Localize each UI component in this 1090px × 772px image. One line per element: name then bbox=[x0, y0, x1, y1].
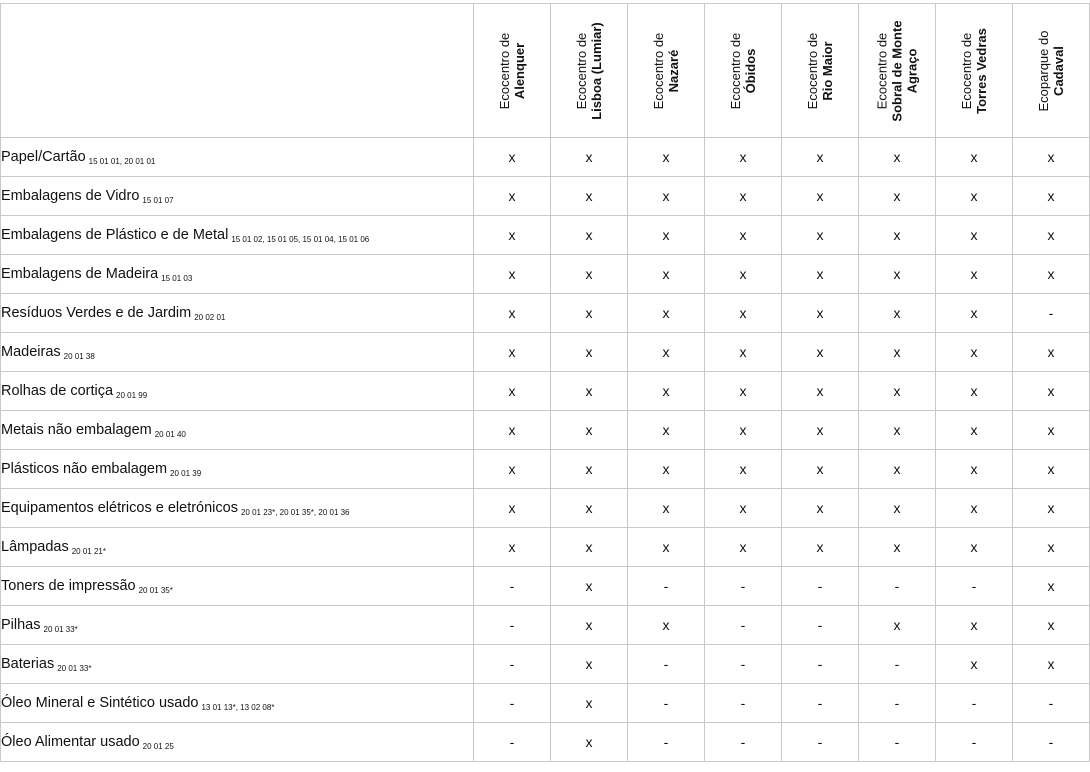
acceptance-mark: - bbox=[628, 723, 705, 762]
acceptance-mark: - bbox=[859, 567, 936, 606]
acceptance-mark: x bbox=[551, 372, 628, 411]
acceptance-mark: x bbox=[936, 177, 1013, 216]
ler-codes: 20 01 99 bbox=[116, 390, 148, 400]
acceptance-mark: x bbox=[628, 138, 705, 177]
acceptance-mark: - bbox=[936, 684, 1013, 723]
acceptance-mark: x bbox=[474, 138, 551, 177]
acceptance-mark: x bbox=[936, 372, 1013, 411]
waste-type-label: Lâmpadas bbox=[1, 538, 69, 555]
ler-codes: 20 01 23*, 20 01 35*, 20 01 36 bbox=[240, 507, 350, 517]
acceptance-mark: x bbox=[1013, 489, 1090, 528]
table-row bbox=[1, 411, 1090, 450]
acceptance-mark: x bbox=[551, 489, 628, 528]
acceptance-mark: x bbox=[628, 294, 705, 333]
acceptance-mark: x bbox=[551, 684, 628, 723]
table-row bbox=[1, 372, 1090, 411]
acceptance-mark: x bbox=[474, 294, 551, 333]
waste-type-cell bbox=[1, 372, 474, 411]
table-row bbox=[1, 450, 1090, 489]
acceptance-mark: x bbox=[628, 216, 705, 255]
acceptance-mark: x bbox=[705, 216, 782, 255]
site-name: Cadaval bbox=[1051, 45, 1066, 96]
ler-codes: 15 01 03 bbox=[161, 273, 193, 283]
site-header bbox=[859, 4, 936, 138]
acceptance-mark: x bbox=[551, 528, 628, 567]
table-row bbox=[1, 723, 1090, 762]
waste-type-label: Papel/Cartão bbox=[1, 148, 86, 165]
table-body bbox=[1, 138, 1090, 762]
ler-codes: 15 01 02, 15 01 05, 15 01 04, 15 01 06 bbox=[231, 234, 370, 244]
acceptance-mark: - bbox=[474, 567, 551, 606]
site-name: Lisboa (Lumiar) bbox=[589, 21, 604, 120]
acceptance-mark: x bbox=[705, 489, 782, 528]
acceptance-mark: x bbox=[782, 294, 859, 333]
waste-type-cell bbox=[1, 138, 474, 177]
acceptance-mark: x bbox=[474, 411, 551, 450]
acceptance-mark: - bbox=[628, 645, 705, 684]
acceptance-mark: x bbox=[1013, 333, 1090, 372]
acceptance-mark: x bbox=[936, 138, 1013, 177]
ler-codes: 13 01 13*, 13 02 08* bbox=[201, 702, 275, 712]
waste-type-label: Embalagens de Madeira bbox=[1, 265, 159, 282]
waste-type-label: Baterias bbox=[1, 655, 55, 672]
table-row bbox=[1, 567, 1090, 606]
acceptance-mark: x bbox=[474, 489, 551, 528]
acceptance-mark: x bbox=[936, 645, 1013, 684]
acceptance-mark: - bbox=[628, 684, 705, 723]
acceptance-mark: x bbox=[782, 489, 859, 528]
waste-acceptance-table bbox=[0, 3, 1090, 762]
acceptance-mark: x bbox=[474, 333, 551, 372]
corner-cell bbox=[1, 4, 474, 138]
waste-type-cell bbox=[1, 528, 474, 567]
acceptance-mark: x bbox=[551, 450, 628, 489]
acceptance-mark: x bbox=[859, 411, 936, 450]
waste-type-label: Pilhas bbox=[1, 616, 41, 633]
table-row bbox=[1, 606, 1090, 645]
ler-codes: 20 01 35* bbox=[138, 585, 173, 595]
acceptance-mark: x bbox=[936, 528, 1013, 567]
acceptance-mark: x bbox=[705, 138, 782, 177]
acceptance-mark: x bbox=[859, 255, 936, 294]
acceptance-mark: x bbox=[782, 450, 859, 489]
waste-type-label: Equipamentos elétricos e eletrónicos bbox=[1, 499, 238, 516]
table-row bbox=[1, 138, 1090, 177]
acceptance-mark: x bbox=[782, 372, 859, 411]
waste-type-label: Plásticos não embalagem bbox=[1, 460, 168, 477]
table-row bbox=[1, 177, 1090, 216]
acceptance-mark: x bbox=[936, 489, 1013, 528]
acceptance-mark: - bbox=[782, 723, 859, 762]
acceptance-mark: x bbox=[859, 333, 936, 372]
acceptance-mark: x bbox=[859, 528, 936, 567]
acceptance-mark: x bbox=[782, 216, 859, 255]
waste-type-label: Toners de impressão bbox=[1, 577, 136, 594]
ler-codes: 15 01 01, 20 01 01 bbox=[88, 156, 156, 166]
acceptance-mark: - bbox=[628, 567, 705, 606]
acceptance-mark: x bbox=[859, 372, 936, 411]
acceptance-mark: - bbox=[782, 567, 859, 606]
header-row bbox=[1, 4, 1090, 138]
table-row bbox=[1, 255, 1090, 294]
waste-type-label: Resíduos Verdes e de Jardim bbox=[1, 304, 192, 321]
acceptance-mark: - bbox=[705, 606, 782, 645]
acceptance-mark: x bbox=[936, 606, 1013, 645]
acceptance-mark: x bbox=[474, 528, 551, 567]
acceptance-mark: x bbox=[936, 216, 1013, 255]
site-prefix: Ecocentro de bbox=[959, 32, 974, 109]
waste-type-label: Óleo Mineral e Sintético usado bbox=[1, 694, 199, 711]
acceptance-mark: x bbox=[936, 294, 1013, 333]
acceptance-mark: x bbox=[705, 333, 782, 372]
acceptance-mark: - bbox=[474, 684, 551, 723]
acceptance-mark: - bbox=[705, 645, 782, 684]
acceptance-mark: x bbox=[628, 255, 705, 294]
acceptance-mark: x bbox=[1013, 567, 1090, 606]
acceptance-mark: - bbox=[705, 567, 782, 606]
site-prefix: Ecocentro de bbox=[805, 32, 820, 109]
table-row bbox=[1, 528, 1090, 567]
waste-type-label: Rolhas de cortiça bbox=[1, 382, 114, 399]
site-prefix: Ecocentro de bbox=[874, 32, 890, 109]
acceptance-mark: x bbox=[782, 255, 859, 294]
acceptance-mark: x bbox=[1013, 606, 1090, 645]
acceptance-mark: x bbox=[551, 255, 628, 294]
acceptance-mark: x bbox=[705, 294, 782, 333]
acceptance-mark: x bbox=[859, 177, 936, 216]
acceptance-mark: x bbox=[936, 333, 1013, 372]
acceptance-mark: x bbox=[705, 411, 782, 450]
acceptance-mark: - bbox=[474, 723, 551, 762]
waste-type-cell bbox=[1, 294, 474, 333]
waste-type-label: Embalagens de Vidro bbox=[1, 187, 140, 204]
table-row bbox=[1, 333, 1090, 372]
ler-codes: 20 01 39 bbox=[170, 468, 202, 478]
site-name: Sobral de Monte Agraço bbox=[889, 19, 920, 122]
acceptance-mark: x bbox=[1013, 645, 1090, 684]
acceptance-mark: x bbox=[474, 450, 551, 489]
acceptance-mark: x bbox=[628, 411, 705, 450]
acceptance-mark: - bbox=[859, 645, 936, 684]
acceptance-mark: - bbox=[705, 723, 782, 762]
site-prefix: Ecocentro de bbox=[574, 32, 589, 109]
acceptance-mark: x bbox=[936, 450, 1013, 489]
acceptance-mark: x bbox=[551, 411, 628, 450]
acceptance-mark: x bbox=[782, 138, 859, 177]
site-header bbox=[551, 4, 628, 138]
acceptance-mark: x bbox=[628, 333, 705, 372]
site-name: Rio Maior bbox=[820, 40, 835, 101]
acceptance-mark: x bbox=[551, 138, 628, 177]
acceptance-mark: x bbox=[628, 177, 705, 216]
acceptance-mark: x bbox=[705, 255, 782, 294]
waste-type-label: Metais não embalagem bbox=[1, 421, 152, 438]
waste-type-label: Embalagens de Plástico e de Metal bbox=[1, 226, 229, 243]
acceptance-mark: x bbox=[782, 333, 859, 372]
ler-codes: 15 01 07 bbox=[142, 195, 174, 205]
site-prefix: Ecoparque do bbox=[1036, 30, 1051, 111]
acceptance-mark: x bbox=[551, 645, 628, 684]
waste-type-cell bbox=[1, 255, 474, 294]
acceptance-mark: x bbox=[859, 489, 936, 528]
ler-codes: 20 02 01 bbox=[194, 312, 226, 322]
waste-type-cell bbox=[1, 216, 474, 255]
acceptance-mark: x bbox=[551, 606, 628, 645]
acceptance-mark: - bbox=[1013, 684, 1090, 723]
site-header bbox=[628, 4, 705, 138]
acceptance-mark: x bbox=[1013, 528, 1090, 567]
acceptance-mark: x bbox=[782, 528, 859, 567]
acceptance-mark: - bbox=[936, 567, 1013, 606]
acceptance-mark: x bbox=[628, 528, 705, 567]
site-header bbox=[1013, 4, 1090, 138]
acceptance-mark: - bbox=[936, 723, 1013, 762]
acceptance-mark: x bbox=[782, 411, 859, 450]
acceptance-mark: x bbox=[859, 450, 936, 489]
acceptance-mark: x bbox=[551, 177, 628, 216]
acceptance-mark: x bbox=[782, 177, 859, 216]
site-header bbox=[782, 4, 859, 138]
acceptance-mark: - bbox=[1013, 723, 1090, 762]
acceptance-mark: x bbox=[474, 177, 551, 216]
acceptance-mark: x bbox=[474, 216, 551, 255]
table-row bbox=[1, 294, 1090, 333]
acceptance-mark: x bbox=[628, 606, 705, 645]
site-prefix: Ecocentro de bbox=[497, 32, 512, 109]
waste-type-cell bbox=[1, 723, 474, 762]
acceptance-mark: x bbox=[551, 567, 628, 606]
site-name: Óbidos bbox=[743, 48, 758, 93]
acceptance-mark: x bbox=[1013, 216, 1090, 255]
acceptance-mark: x bbox=[474, 372, 551, 411]
ler-codes: 20 01 38 bbox=[63, 351, 95, 361]
site-name: Nazaré bbox=[666, 49, 681, 92]
acceptance-mark: x bbox=[628, 450, 705, 489]
acceptance-mark: x bbox=[628, 489, 705, 528]
acceptance-mark: - bbox=[782, 606, 859, 645]
acceptance-mark: x bbox=[859, 138, 936, 177]
acceptance-mark: x bbox=[551, 216, 628, 255]
acceptance-mark: x bbox=[859, 294, 936, 333]
table-row bbox=[1, 216, 1090, 255]
ler-codes: 20 01 25 bbox=[142, 741, 174, 751]
waste-type-cell bbox=[1, 645, 474, 684]
acceptance-mark: x bbox=[705, 177, 782, 216]
acceptance-mark: x bbox=[551, 333, 628, 372]
acceptance-mark: x bbox=[1013, 372, 1090, 411]
site-header bbox=[474, 4, 551, 138]
acceptance-mark: x bbox=[936, 255, 1013, 294]
site-name: Alenquer bbox=[512, 42, 527, 99]
table-row bbox=[1, 489, 1090, 528]
waste-type-label: Madeiras bbox=[1, 343, 61, 360]
acceptance-mark: - bbox=[782, 645, 859, 684]
site-header bbox=[936, 4, 1013, 138]
acceptance-mark: - bbox=[474, 606, 551, 645]
site-prefix: Ecocentro de bbox=[728, 32, 743, 109]
acceptance-mark: x bbox=[859, 216, 936, 255]
acceptance-mark: - bbox=[859, 684, 936, 723]
acceptance-mark: x bbox=[1013, 450, 1090, 489]
acceptance-mark: x bbox=[474, 255, 551, 294]
ler-codes: 20 01 40 bbox=[154, 429, 186, 439]
table-row bbox=[1, 645, 1090, 684]
waste-type-cell bbox=[1, 606, 474, 645]
acceptance-mark: - bbox=[705, 684, 782, 723]
waste-type-label: Óleo Alimentar usado bbox=[1, 733, 140, 750]
acceptance-mark: - bbox=[474, 645, 551, 684]
acceptance-mark: x bbox=[705, 372, 782, 411]
ler-codes: 20 01 33* bbox=[43, 624, 78, 634]
waste-type-cell bbox=[1, 489, 474, 528]
site-prefix: Ecocentro de bbox=[651, 32, 666, 109]
ler-codes: 20 01 21* bbox=[71, 546, 106, 556]
waste-type-cell bbox=[1, 333, 474, 372]
acceptance-mark: x bbox=[551, 294, 628, 333]
acceptance-mark: x bbox=[1013, 411, 1090, 450]
acceptance-mark: - bbox=[782, 684, 859, 723]
acceptance-mark: x bbox=[936, 411, 1013, 450]
table-row bbox=[1, 684, 1090, 723]
acceptance-mark: - bbox=[859, 723, 936, 762]
acceptance-mark: x bbox=[705, 528, 782, 567]
acceptance-mark: x bbox=[628, 372, 705, 411]
acceptance-mark: x bbox=[551, 723, 628, 762]
acceptance-mark: x bbox=[705, 450, 782, 489]
waste-type-cell bbox=[1, 567, 474, 606]
waste-type-cell bbox=[1, 177, 474, 216]
acceptance-mark: x bbox=[1013, 138, 1090, 177]
acceptance-mark: x bbox=[1013, 177, 1090, 216]
acceptance-mark: x bbox=[1013, 255, 1090, 294]
site-name: Torres Vedras bbox=[974, 27, 989, 114]
waste-type-cell bbox=[1, 411, 474, 450]
waste-type-cell bbox=[1, 450, 474, 489]
site-header bbox=[705, 4, 782, 138]
waste-type-cell bbox=[1, 684, 474, 723]
ler-codes: 20 01 33* bbox=[57, 663, 92, 673]
acceptance-mark: - bbox=[1013, 294, 1090, 333]
acceptance-mark: x bbox=[859, 606, 936, 645]
